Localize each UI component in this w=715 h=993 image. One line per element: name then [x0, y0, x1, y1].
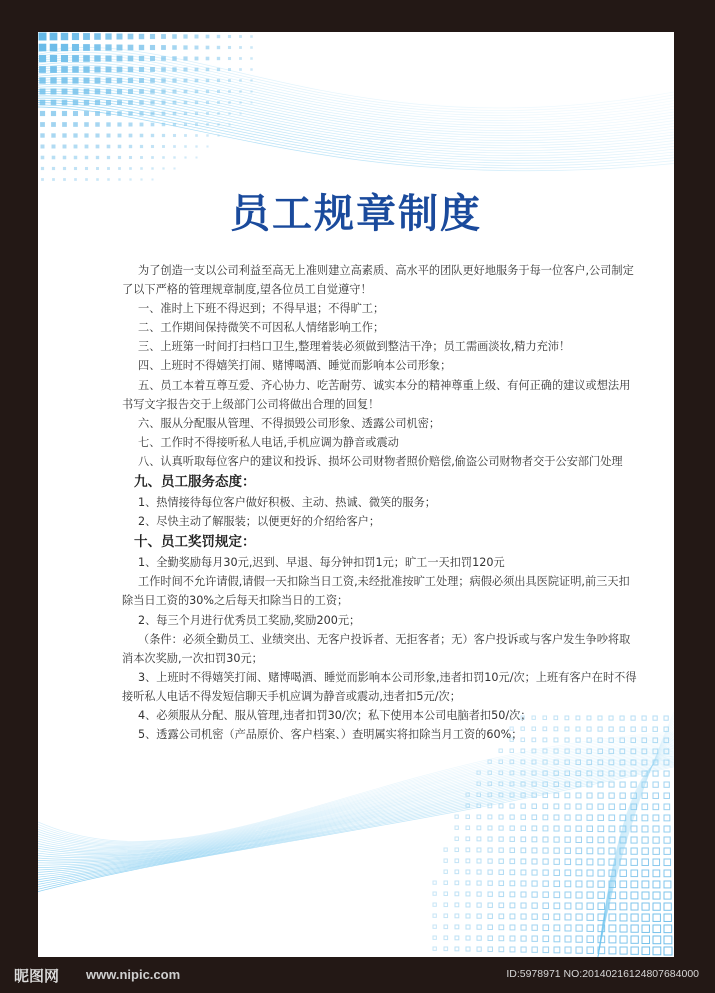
- rule-item: 五、员工本着互尊互爱、齐心协力、吃苦耐劳、诚实本分的精神尊重上级、有何正确的建议或想法用书写文字报告交于上级部门公司将做出合理的回复！: [122, 378, 631, 411]
- reward-item: 5、透露公司机密（产品原价、客户档案、）查明属实将扣除当月工资的60%；: [138, 728, 523, 742]
- rule-item: 四、上班时不得嬉笑打闹、赌博喝酒、睡觉而影响本公司形象；: [138, 359, 452, 373]
- reward-item: 1、全勤奖励每月30元,迟到、早退、每分钟扣罚1元；旷工一天扣罚120元: [138, 556, 505, 570]
- reward-item: 4、必须服从分配、服从管理,违者扣罚30/次；私下使用本公司电脑者扣50/次；: [138, 708, 532, 722]
- document-body: [122, 261, 640, 744]
- rule-item: 八、认真听取每位客户的建议和投诉、损坏公司财物者照价赔偿,偷盗公司财物者交于公安部门处理: [138, 454, 623, 468]
- watermark-logo: 昵图网: [14, 967, 60, 985]
- service-item: 2、尽快主动了解服装；以便更好的介绍给客户；: [138, 515, 381, 529]
- service-item: 1、热情接待每位客户做好积极、主动、热诚、微笑的服务；: [138, 496, 436, 510]
- service-heading: 九、员工服务态度：: [134, 474, 256, 491]
- rule-item: 七、工作时不得接听私人电话,手机应调为静音或震动: [138, 435, 399, 449]
- reward-item: 工作时间不允许请假,请假一天扣除当日工资,未经批准按旷工处理；病假必须出具医院证明,前三天扣除当日工资的30%之后每天扣除当日的工资；: [122, 575, 630, 608]
- watermark-id: ID:5978971 NO:20140216124807684000: [506, 968, 699, 980]
- reward-heading: 十、员工奖罚规定：: [134, 534, 256, 551]
- intro-paragraph: 为了创造一支以公司利益至高无上准则建立高素质、高水平的团队更好地服务于每一位客户,公司制定了以下严格的管理规章制度,望各位员工自觉遵守！: [122, 264, 634, 297]
- reward-item: 3、上班时不得嬉笑打闹、赌博喝酒、睡觉而影响本公司形象,违者扣罚10元/次；上班有客户在时不得接听私人电话不得发短信聊天手机应调为静音或震动,违者扣5元/次；: [122, 670, 637, 703]
- rule-item: 六、服从分配服从管理、不得损毁公司形象、透露公司机密；: [138, 416, 441, 430]
- rule-item: 二、工作期间保持微笑不可因私人情绪影响工作；: [138, 321, 385, 335]
- rule-item: 三、上班第一时间打扫档口卫生,整理着装必须做到整洁干净；员工需画淡妆,精力充沛！: [138, 340, 571, 354]
- page-title: 员工规章制度: [230, 191, 482, 237]
- reward-item: （条件：必须全勤员工、业绩突出、无客户投诉者、无拒客者；无）客户投诉或与客户发生争吵将取消本次奖励,一次扣罚30元；: [122, 632, 631, 665]
- watermark-site: www.nipic.com: [86, 967, 181, 982]
- watermark-bar: [0, 957, 715, 993]
- reward-item: 2、每三个月进行优秀员工奖励,奖励200元；: [138, 613, 361, 627]
- rule-item: 一、准时上下班不得迟到；不得早退；不得旷工；: [138, 302, 385, 316]
- poster: [38, 32, 674, 957]
